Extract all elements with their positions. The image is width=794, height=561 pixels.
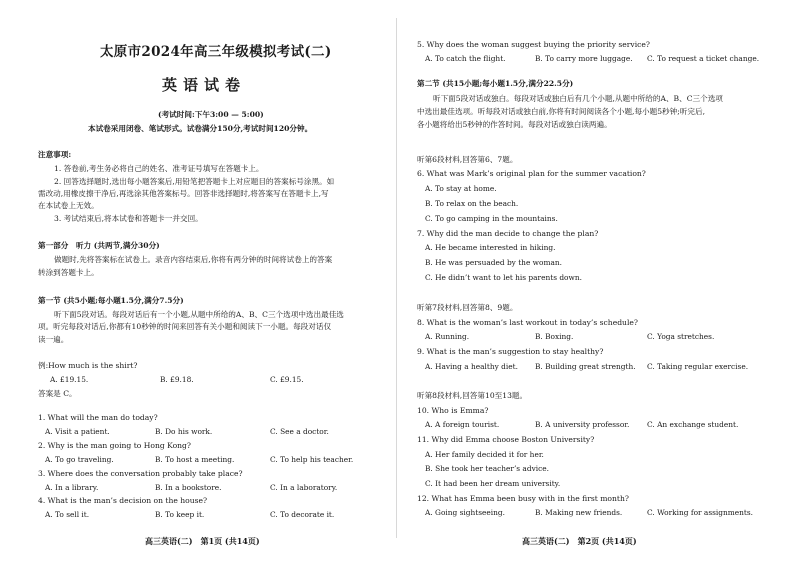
option-11b: B. She took her teacher’s advice. — [425, 464, 549, 473]
section1-desc-line: 项。听完每段对话后,你都有10秒钟的时间来回答有关小题和阅读下一小题。每段对话仅 — [38, 322, 332, 331]
option-2b: B. To host a meeting. — [155, 455, 235, 464]
option-2a: A. To go traveling. — [45, 455, 114, 464]
option-7a: A. He became interested in hiking. — [425, 243, 556, 252]
section2-desc-line: 中选出最佳选项。听每段对话或独白前,你将有时间阅读各个小题,每小题5秒钟;听完后, — [417, 107, 706, 116]
option-9a: A. Having a healthy diet. — [425, 362, 518, 371]
option-6a: A. To stay at home. — [425, 184, 497, 193]
notice-line: 1. 答卷前,考生务必将自己的姓名、准考证号填写在答题卡上。 — [54, 164, 264, 173]
page-footer: 高三英语(二) 第2页 (共14页) — [522, 536, 637, 546]
notice-line: 3. 考试结束后,将本试卷和答题卡一并交回。 — [54, 214, 203, 223]
option-4c: C. To decorate it. — [270, 510, 335, 519]
option-6c: C. To go camping in the mountains. — [425, 214, 558, 223]
example-answer: 答案是 C。 — [38, 389, 77, 398]
part1-desc-line: 做题时,先将答案标在试卷上。录音内容结束后,你将有两分钟的时间将试卷上的答案 — [54, 255, 333, 264]
question-7: 7. Why did the man decide to change the plan? — [417, 229, 599, 238]
notice-title: 注意事项: — [38, 150, 72, 159]
option-1c: C. See a doctor. — [270, 427, 329, 436]
question-11: 11. Why did Emma choose Boston University? — [417, 435, 595, 444]
option-10a: A. A foreign tourist. — [425, 420, 500, 429]
example-option: A. £19.15. — [50, 375, 89, 384]
option-4b: B. To keep it. — [155, 510, 205, 519]
option-5b: B. To carry more luggage. — [535, 54, 633, 63]
question-6: 6. What was Mark’s original plan for the summer vacation? — [417, 169, 646, 178]
exam-intro: 本试卷采用闭卷、笔试形式。试卷满分150分,考试时间120分钟。 — [88, 124, 313, 133]
section2-desc-line: 各小题将给出5秒钟的作答时间。每段对话或独白读两遍。 — [417, 120, 612, 129]
notice-line: 需改动,用橡皮擦干净后,再选涂其他答案标号。回答非选择题时,将答案写在答题卡上,写 — [38, 189, 329, 198]
option-1a: A. Visit a patient. — [45, 427, 110, 436]
section2-title: 第二节 (共15小题;每小题1.5分,满分22.5分) — [417, 79, 574, 88]
question-8: 8. What is the woman’s last workout in today’s schedule? — [417, 318, 638, 327]
option-11a: A. Her family decided it for her. — [425, 450, 544, 459]
option-2c: C. To help his teacher. — [270, 455, 354, 464]
option-12c: C. Working for assignments. — [647, 508, 754, 517]
option-5a: A. To catch the flight. — [425, 54, 506, 63]
question-12: 12. What has Emma been busy with in the first month? — [417, 494, 629, 503]
option-8c: C. Yoga stretches. — [647, 332, 715, 341]
option-10b: B. A university professor. — [535, 420, 630, 429]
question-4: 4. What is the man’s decision on the house? — [38, 496, 208, 505]
option-8a: A. Running. — [425, 332, 470, 341]
question-3: 3. Where does the conversation probably take place? — [38, 469, 243, 478]
option-10c: C. An exchange student. — [647, 420, 739, 429]
part1-desc-line: 转涂到答题卡上。 — [38, 268, 99, 277]
option-6b: B. To relax on the beach. — [425, 199, 519, 208]
subject-title: 英语试卷 — [162, 76, 247, 94]
example-option: B. £9.18. — [160, 375, 194, 384]
material-8-label: 听第8段材料,回答第10至13题。 — [417, 391, 528, 400]
question-5: 5. Why does the woman suggest buying the priority service? — [417, 40, 650, 49]
exam-time-note: (考试时间:下午3:00 — 5:00) — [158, 110, 264, 119]
option-11c: C. It had been her dream university. — [425, 479, 561, 488]
section1-title: 第一节 (共5小题;每小题1.5分,满分7.5分) — [38, 296, 184, 305]
section1-desc-line: 读一遍。 — [38, 335, 69, 344]
option-7b: B. He was persuaded by the woman. — [425, 258, 562, 267]
section2-desc-line: 听下面5段对话或独白。每段对话或独白后有几个小题,从题中所给的A、B、C三个选项 — [433, 94, 723, 103]
option-3a: A. In a library. — [45, 483, 99, 492]
question-9: 9. What is the man’s suggestion to stay healthy? — [417, 347, 604, 356]
option-4a: A. To sell it. — [45, 510, 90, 519]
option-9b: B. Building great strength. — [535, 362, 636, 371]
option-3c: C. In a laboratory. — [270, 483, 338, 492]
example-question: 例:How much is the shirt? — [38, 361, 138, 370]
section1-desc-line: 听下面5段对话。每段对话后有一个小题,从题中所给的A、B、C三个选项中选出最佳选 — [54, 310, 344, 319]
exam-title: 太原市2024年高三年级模拟考试(二) — [100, 44, 332, 60]
exam-page-2 — [397, 0, 794, 561]
option-8b: B. Boxing. — [535, 332, 574, 341]
question-2: 2. Why is the man going to Hong Kong? — [38, 441, 191, 450]
page-footer: 高三英语(二) 第1页 (共14页) — [145, 536, 260, 546]
part1-title: 第一部分 听力 (共两节,满分30分) — [38, 241, 160, 250]
option-1b: B. Do his work. — [155, 427, 213, 436]
option-5c: C. To request a ticket change. — [647, 54, 760, 63]
material-6-label: 听第6段材料,回答第6、7题。 — [417, 155, 518, 164]
question-10: 10. Who is Emma? — [417, 406, 489, 415]
option-12b: B. Making new friends. — [535, 508, 623, 517]
option-9c: C. Taking regular exercise. — [647, 362, 749, 371]
notice-line: 2. 回答选择题时,选出每小题答案后,用铅笔把答题卡上对应题目的答案标号涂黑。如 — [54, 177, 335, 186]
option-12a: A. Going sightseeing. — [425, 508, 505, 517]
notice-line: 在本试卷上无效。 — [38, 201, 99, 210]
question-1: 1. What will the man do today? — [38, 413, 158, 422]
material-7-label: 听第7段材料,回答第8、9题。 — [417, 303, 518, 312]
example-option: C. £9.15. — [270, 375, 304, 384]
option-7c: C. He didn’t want to let his parents down. — [425, 273, 582, 282]
option-3b: B. In a bookstore. — [155, 483, 222, 492]
